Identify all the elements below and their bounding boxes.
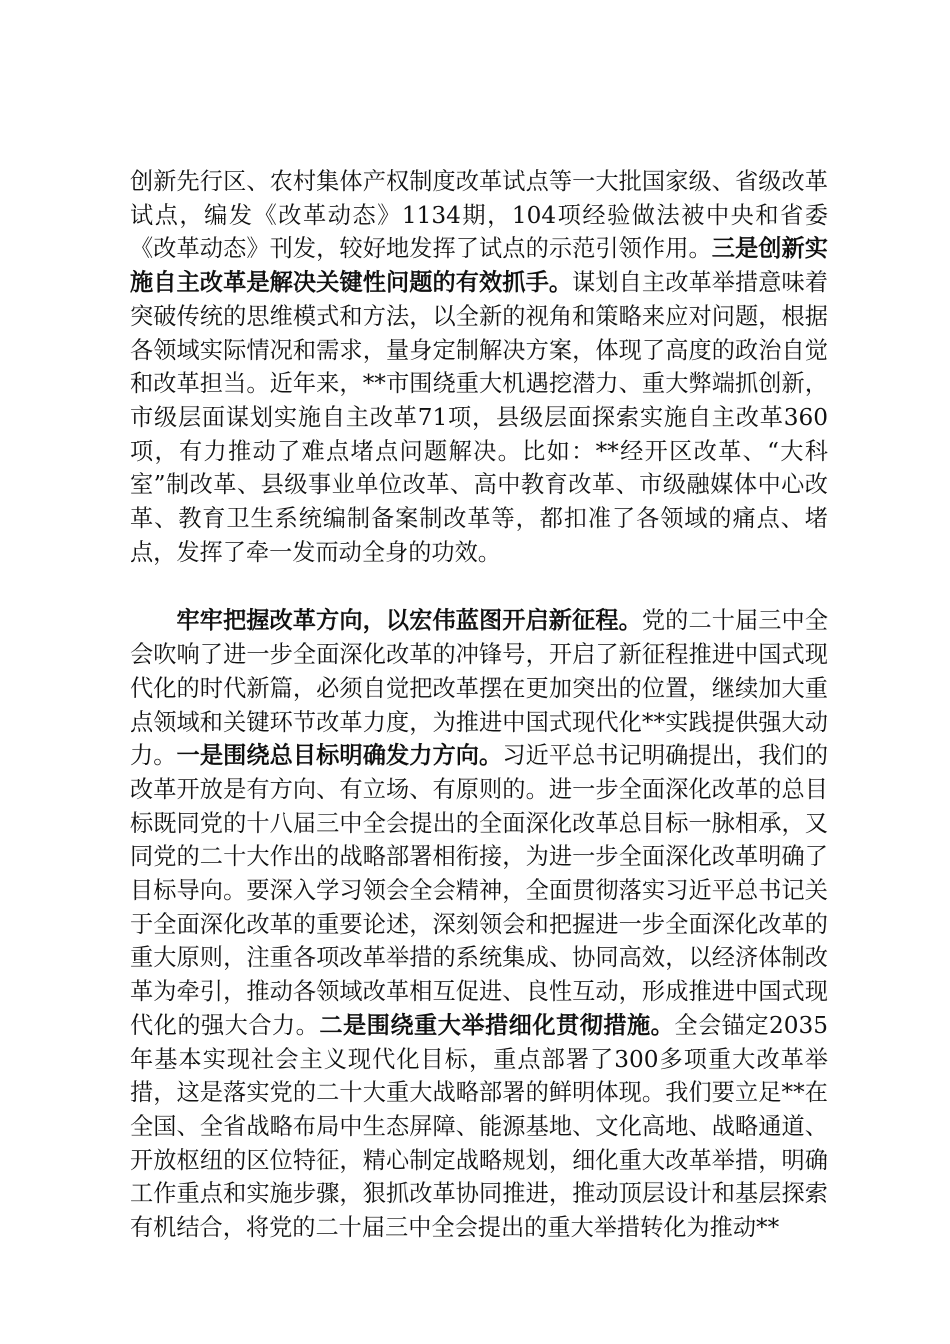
paragraph-text: 全会锚定2035年基本实现社会主义现代化目标，重点部署了300多项重大改革举措，这是落实党的二十大重大战略部署的鲜明体现。我们要立足**在全国、全省战略布局中生态屏障、能源基地、文化高地、战略通道、开放枢纽的区位特征，精心制定战略规划，细化重大改革举措，明确工作重点和实施步骤，狠抓改革协同推进，推动顶层设计和基层探索有机结合，将党的二十届三中全会提出的重大举措转化为推动** [130,1011,829,1242]
paragraph-heading-bold: 一是围绕总目标明确发力方向。 [176,742,503,770]
paragraph-text: 谋划自主改革举措意味着突破传统的思维模式和方法，以全新的视角和策略来应对问题，根据各领域实际情况和需求，量身定制解决方案，体现了高度的政治自觉和改革担当。近年来，**市围绕重大机遇挖潜力、重大弊端抓创新，市级层面谋划实施自主改革71项，县级层面探索实施自主改革360项，有力推动了难点堵点问题解决。比如：**经开区改革、“大科室”制改革、县级事业单位改革、高中教育改革、市级融媒体中心改革、教育卫生系统编制备案制改革等，都扣准了各领域的痛点、堵点，发挥了牵一发而动全身的功效。 [130,269,829,566]
document-body [130,165,828,1245]
paragraph-text: 习近平总书记明确提出，我们的改革开放是有方向、有立场、有原则的。进一步全面深化改革的总目标既同党的十八届三中全会提出的全面深化改革总目标一脉相承，又同党的二十大作出的战略部署相衔接，为进一步全面深化改革明确了目标导向。要深入学习领会全会精神，全面贯彻落实习近平总书记关于全面深化改革的重要论述，深刻领会和把握进一步全面深化改革的重大原则，注重各项改革举措的系统集成、协同高效，以经济体制改革为牵引，推动各领域改革相互促进、良性互动，形成推进中国式现代化的强大合力。 [130,742,829,1039]
paragraph-heading-bold: 三是创新实施自主改革是解决关键性问题的有效抓手。 [130,235,828,297]
paragraph-reform-direction [130,604,828,1244]
paragraph-pilot-reforms [130,165,828,569]
paragraph-heading-bold: 二是围绕重大举措细化贯彻措施。 [319,1011,675,1039]
paragraph-text: 党的二十届三中全会吹响了进一步全面深化改革的冲锋号，开启了新征程推进中国式现代化的时代新篇，必须自觉把改革摆在更加突出的位置，继续加大重点领域和关键环节改革力度，为推进中国式现代化**实践提供强大动力。 [130,607,829,770]
paragraph-heading-bold: 牢牢把握改革方向，以宏伟蓝图开启新征程。 [176,607,642,635]
paragraph-text: 创新先行区、农村集体产权制度改革试点等一大批国家级、省级改革试点，编发《改革动态》1134期，104项经验做法被中央和省委《改革动态》刊发，较好地发挥了试点的示范引领作用。 [130,168,828,263]
